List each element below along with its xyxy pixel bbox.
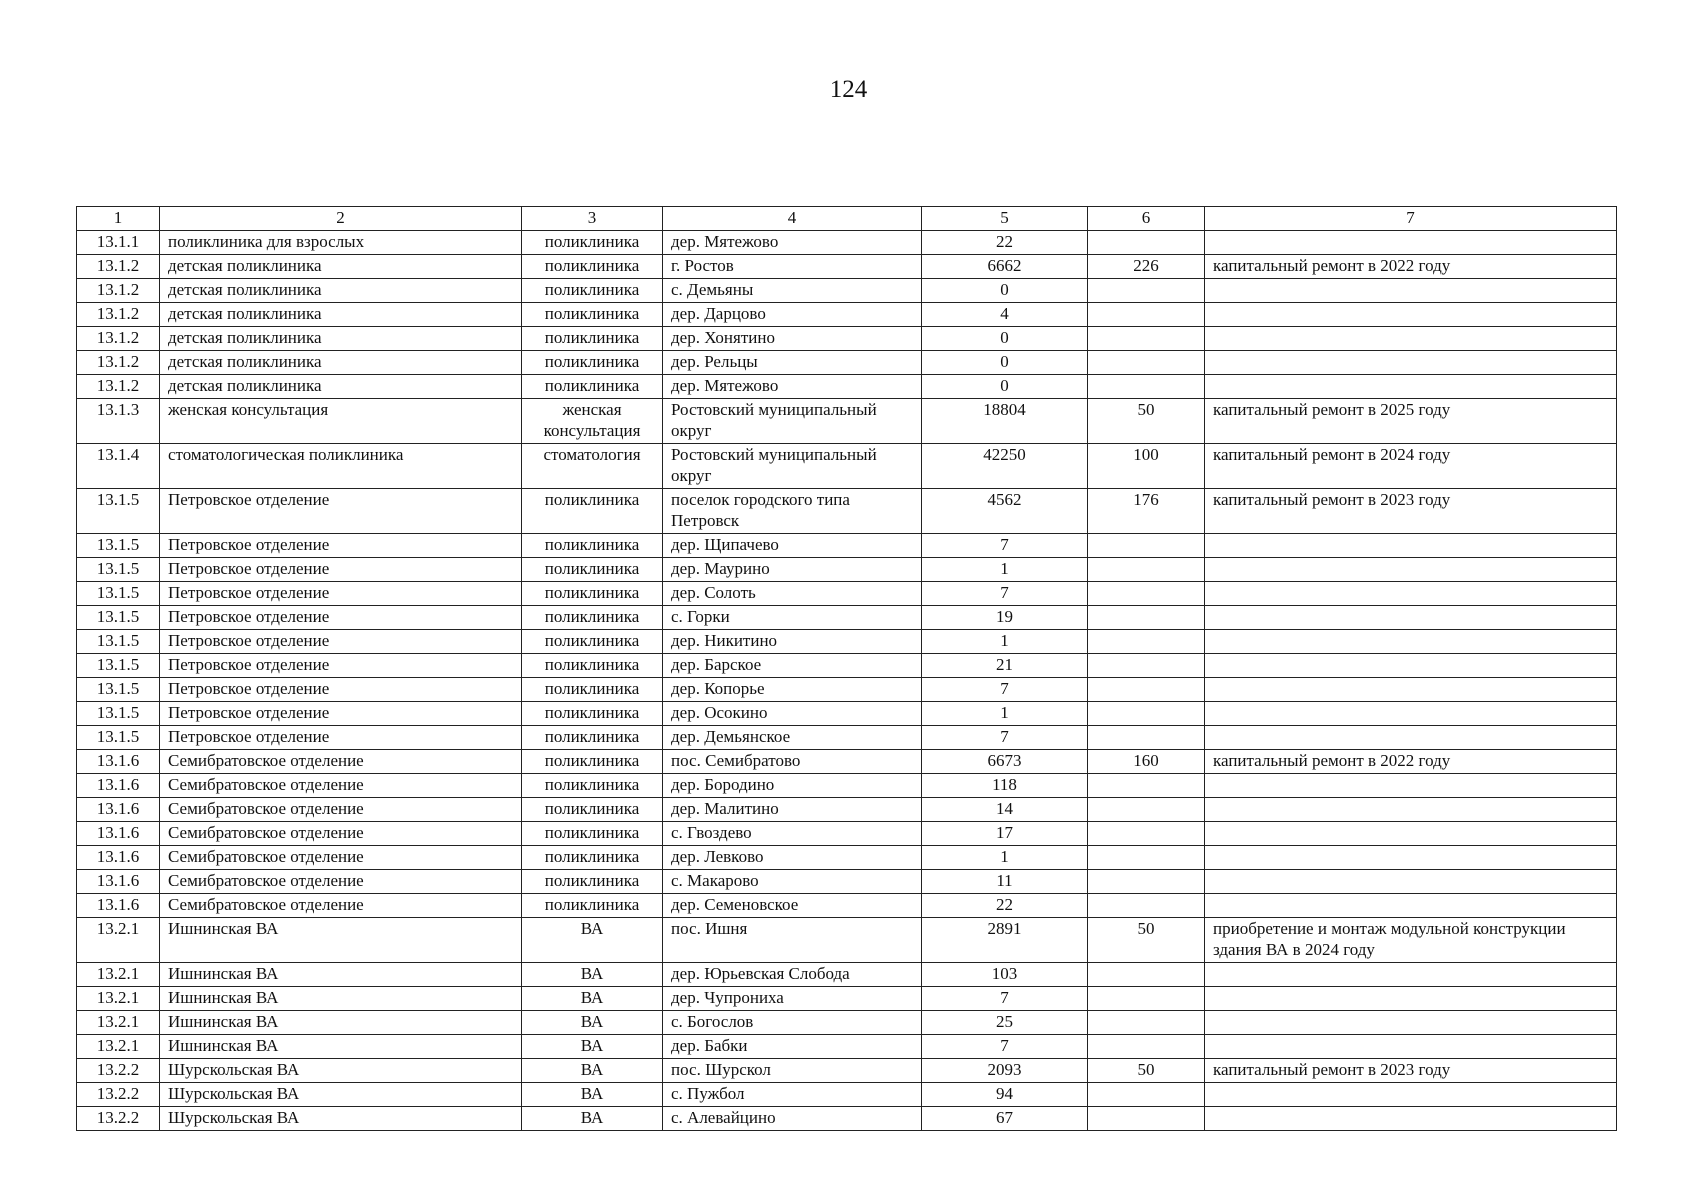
facility-type-cell: поликлиника — [522, 534, 663, 558]
facility-name-cell: женская консультация — [160, 399, 522, 444]
population-cell: 6662 — [922, 255, 1088, 279]
planned-works-cell — [1205, 534, 1617, 558]
planned-works-cell — [1205, 1035, 1617, 1059]
locality-cell: пос. Семибратово — [663, 750, 922, 774]
facility-name-cell: Петровское отделение — [160, 678, 522, 702]
facility-name-cell: Семибратовское отделение — [160, 798, 522, 822]
capacity-cell — [1088, 846, 1205, 870]
facility-type-cell: поликлиника — [522, 582, 663, 606]
population-cell: 0 — [922, 327, 1088, 351]
row-code-cell: 13.1.5 — [77, 606, 160, 630]
facilities-table — [76, 206, 1617, 1131]
population-cell: 0 — [922, 351, 1088, 375]
capacity-cell — [1088, 582, 1205, 606]
table-row — [77, 279, 1617, 303]
row-code-cell: 13.1.5 — [77, 726, 160, 750]
facility-type-cell: поликлиника — [522, 870, 663, 894]
facility-name-cell: детская поликлиника — [160, 255, 522, 279]
facility-name-cell: Шурскольская ВА — [160, 1083, 522, 1107]
planned-works-cell — [1205, 774, 1617, 798]
header-cell: 5 — [922, 207, 1088, 231]
population-cell: 11 — [922, 870, 1088, 894]
population-cell: 6673 — [922, 750, 1088, 774]
facility-name-cell: детская поликлиника — [160, 303, 522, 327]
population-cell: 118 — [922, 774, 1088, 798]
capacity-cell — [1088, 1107, 1205, 1131]
facility-type-cell: поликлиника — [522, 822, 663, 846]
row-code-cell: 13.2.1 — [77, 1011, 160, 1035]
population-cell: 2891 — [922, 918, 1088, 963]
row-code-cell: 13.1.2 — [77, 375, 160, 399]
capacity-cell — [1088, 894, 1205, 918]
row-code-cell: 13.1.2 — [77, 303, 160, 327]
population-cell: 14 — [922, 798, 1088, 822]
facility-name-cell: Петровское отделение — [160, 489, 522, 534]
capacity-cell — [1088, 558, 1205, 582]
population-cell: 17 — [922, 822, 1088, 846]
facility-name-cell: детская поликлиника — [160, 375, 522, 399]
facility-type-cell: ВА — [522, 1059, 663, 1083]
capacity-cell: 50 — [1088, 399, 1205, 444]
capacity-cell — [1088, 1083, 1205, 1107]
table-row — [77, 894, 1617, 918]
facility-type-cell: стоматология — [522, 444, 663, 489]
facility-type-cell: поликлиника — [522, 846, 663, 870]
header-cell: 4 — [663, 207, 922, 231]
facility-name-cell: Петровское отделение — [160, 582, 522, 606]
locality-cell: дер. Левково — [663, 846, 922, 870]
population-cell: 4 — [922, 303, 1088, 327]
capacity-cell — [1088, 987, 1205, 1011]
row-code-cell: 13.2.1 — [77, 987, 160, 1011]
facility-type-cell: поликлиника — [522, 798, 663, 822]
capacity-cell — [1088, 303, 1205, 327]
capacity-cell — [1088, 774, 1205, 798]
row-code-cell: 13.1.2 — [77, 279, 160, 303]
table-row — [77, 846, 1617, 870]
facility-name-cell: Петровское отделение — [160, 726, 522, 750]
row-code-cell: 13.2.2 — [77, 1059, 160, 1083]
header-cell: 6 — [1088, 207, 1205, 231]
capacity-cell: 50 — [1088, 1059, 1205, 1083]
facility-type-cell: поликлиника — [522, 231, 663, 255]
facility-type-cell: поликлиника — [522, 774, 663, 798]
facility-type-cell: поликлиника — [522, 630, 663, 654]
planned-works-cell: капитальный ремонт в 2024 году — [1205, 444, 1617, 489]
population-cell: 22 — [922, 231, 1088, 255]
row-code-cell: 13.1.5 — [77, 678, 160, 702]
row-code-cell: 13.2.1 — [77, 963, 160, 987]
page-number: 124 — [829, 76, 868, 103]
capacity-cell — [1088, 606, 1205, 630]
population-cell: 7 — [922, 726, 1088, 750]
table-row — [77, 987, 1617, 1011]
facility-name-cell: Ишнинская ВА — [160, 1035, 522, 1059]
facility-type-cell: ВА — [522, 918, 663, 963]
population-cell: 0 — [922, 279, 1088, 303]
facility-name-cell: стоматологическая поликлиника — [160, 444, 522, 489]
facility-type-cell: поликлиника — [522, 726, 663, 750]
facility-type-cell: поликлиника — [522, 702, 663, 726]
planned-works-cell: капитальный ремонт в 2023 году — [1205, 1059, 1617, 1083]
row-code-cell: 13.2.2 — [77, 1083, 160, 1107]
capacity-cell — [1088, 327, 1205, 351]
locality-cell: дер. Бабки — [663, 1035, 922, 1059]
planned-works-cell — [1205, 558, 1617, 582]
table-row — [77, 1035, 1617, 1059]
locality-cell: дер. Демьянское — [663, 726, 922, 750]
capacity-cell — [1088, 231, 1205, 255]
facility-type-cell: поликлиника — [522, 654, 663, 678]
locality-cell: с. Демьяны — [663, 279, 922, 303]
row-code-cell: 13.1.4 — [77, 444, 160, 489]
facility-name-cell: Ишнинская ВА — [160, 1011, 522, 1035]
planned-works-cell — [1205, 1107, 1617, 1131]
capacity-cell — [1088, 534, 1205, 558]
locality-cell: с. Макарово — [663, 870, 922, 894]
table-row — [77, 1107, 1617, 1131]
row-code-cell: 13.1.2 — [77, 351, 160, 375]
population-cell: 7 — [922, 678, 1088, 702]
table-row — [77, 798, 1617, 822]
planned-works-cell — [1205, 798, 1617, 822]
row-code-cell: 13.1.5 — [77, 654, 160, 678]
locality-cell: с. Гвоздево — [663, 822, 922, 846]
population-cell: 7 — [922, 1035, 1088, 1059]
row-code-cell: 13.1.6 — [77, 870, 160, 894]
facility-name-cell: Петровское отделение — [160, 702, 522, 726]
row-code-cell: 13.1.5 — [77, 630, 160, 654]
table-row — [77, 606, 1617, 630]
locality-cell: с. Алевайцино — [663, 1107, 922, 1131]
planned-works-cell — [1205, 963, 1617, 987]
facility-name-cell: поликлиника для взрослых — [160, 231, 522, 255]
table-row — [77, 375, 1617, 399]
table-row — [77, 444, 1617, 489]
header-row — [77, 207, 1617, 231]
header-cell: 2 — [160, 207, 522, 231]
planned-works-cell — [1205, 846, 1617, 870]
table-row — [77, 963, 1617, 987]
table-row — [77, 750, 1617, 774]
planned-works-cell — [1205, 654, 1617, 678]
planned-works-cell: капитальный ремонт в 2023 году — [1205, 489, 1617, 534]
table-row — [77, 774, 1617, 798]
row-code-cell: 13.1.5 — [77, 702, 160, 726]
facility-type-cell: ВА — [522, 1035, 663, 1059]
facility-type-cell: поликлиника — [522, 279, 663, 303]
planned-works-cell: капитальный ремонт в 2022 году — [1205, 750, 1617, 774]
facility-type-cell: поликлиника — [522, 255, 663, 279]
locality-cell: дер. Мятежово — [663, 375, 922, 399]
capacity-cell — [1088, 375, 1205, 399]
facility-name-cell: детская поликлиника — [160, 327, 522, 351]
row-code-cell: 13.1.6 — [77, 750, 160, 774]
facility-name-cell: Ишнинская ВА — [160, 987, 522, 1011]
population-cell: 103 — [922, 963, 1088, 987]
locality-cell: дер. Дарцово — [663, 303, 922, 327]
population-cell: 7 — [922, 534, 1088, 558]
population-cell: 4562 — [922, 489, 1088, 534]
locality-cell: с. Богослов — [663, 1011, 922, 1035]
planned-works-cell — [1205, 726, 1617, 750]
locality-cell: дер. Маурино — [663, 558, 922, 582]
row-code-cell: 13.1.5 — [77, 534, 160, 558]
facility-name-cell: Шурскольская ВА — [160, 1107, 522, 1131]
locality-cell: дер. Малитино — [663, 798, 922, 822]
facility-type-cell: поликлиника — [522, 303, 663, 327]
locality-cell: дер. Осокино — [663, 702, 922, 726]
row-code-cell: 13.1.3 — [77, 399, 160, 444]
facility-name-cell: Семибратовское отделение — [160, 774, 522, 798]
row-code-cell: 13.1.5 — [77, 489, 160, 534]
facility-name-cell: Семибратовское отделение — [160, 750, 522, 774]
row-code-cell: 13.1.6 — [77, 798, 160, 822]
facility-name-cell: детская поликлиника — [160, 351, 522, 375]
table-row — [77, 1083, 1617, 1107]
planned-works-cell — [1205, 1011, 1617, 1035]
facility-name-cell: Петровское отделение — [160, 534, 522, 558]
capacity-cell — [1088, 630, 1205, 654]
planned-works-cell — [1205, 894, 1617, 918]
locality-cell: дер. Мятежово — [663, 231, 922, 255]
planned-works-cell — [1205, 987, 1617, 1011]
capacity-cell — [1088, 963, 1205, 987]
table-row — [77, 1011, 1617, 1035]
row-code-cell: 13.1.6 — [77, 822, 160, 846]
table-row — [77, 489, 1617, 534]
locality-cell: дер. Щипачево — [663, 534, 922, 558]
table-row — [77, 231, 1617, 255]
capacity-cell — [1088, 1035, 1205, 1059]
table-row — [77, 654, 1617, 678]
facility-name-cell: Петровское отделение — [160, 606, 522, 630]
planned-works-cell — [1205, 582, 1617, 606]
capacity-cell: 100 — [1088, 444, 1205, 489]
facility-type-cell: поликлиника — [522, 606, 663, 630]
planned-works-cell — [1205, 870, 1617, 894]
facility-type-cell: поликлиника — [522, 750, 663, 774]
row-code-cell: 13.2.2 — [77, 1107, 160, 1131]
locality-cell: Ростовский муниципальный округ — [663, 399, 922, 444]
population-cell: 94 — [922, 1083, 1088, 1107]
table-row — [77, 255, 1617, 279]
table-row — [77, 726, 1617, 750]
population-cell: 22 — [922, 894, 1088, 918]
facility-type-cell: поликлиника — [522, 351, 663, 375]
table-row — [77, 534, 1617, 558]
capacity-cell — [1088, 798, 1205, 822]
population-cell: 25 — [922, 1011, 1088, 1035]
table-row — [77, 870, 1617, 894]
facility-type-cell: поликлиника — [522, 678, 663, 702]
locality-cell: поселок городского типа Петровск — [663, 489, 922, 534]
locality-cell: дер. Юрьевская Слобода — [663, 963, 922, 987]
facility-type-cell: женская консультация — [522, 399, 663, 444]
facility-type-cell: ВА — [522, 1107, 663, 1131]
capacity-cell: 50 — [1088, 918, 1205, 963]
locality-cell: дер. Солоть — [663, 582, 922, 606]
facility-type-cell: поликлиника — [522, 894, 663, 918]
planned-works-cell — [1205, 678, 1617, 702]
facility-name-cell: Петровское отделение — [160, 654, 522, 678]
row-code-cell: 13.1.6 — [77, 846, 160, 870]
capacity-cell — [1088, 1011, 1205, 1035]
header-cell: 7 — [1205, 207, 1617, 231]
facility-name-cell: Семибратовское отделение — [160, 822, 522, 846]
facility-type-cell: поликлиника — [522, 489, 663, 534]
population-cell: 7 — [922, 987, 1088, 1011]
facility-type-cell: ВА — [522, 963, 663, 987]
planned-works-cell — [1205, 327, 1617, 351]
planned-works-cell — [1205, 279, 1617, 303]
population-cell: 19 — [922, 606, 1088, 630]
table-body — [77, 231, 1617, 1131]
table-row — [77, 303, 1617, 327]
population-cell: 18804 — [922, 399, 1088, 444]
capacity-cell — [1088, 351, 1205, 375]
row-code-cell: 13.1.6 — [77, 774, 160, 798]
table-row — [77, 582, 1617, 606]
facility-type-cell: поликлиника — [522, 558, 663, 582]
population-cell: 2093 — [922, 1059, 1088, 1083]
row-code-cell: 13.1.1 — [77, 231, 160, 255]
table-row — [77, 327, 1617, 351]
row-code-cell: 13.2.1 — [77, 1035, 160, 1059]
population-cell: 7 — [922, 582, 1088, 606]
facility-name-cell: Ишнинская ВА — [160, 963, 522, 987]
planned-works-cell — [1205, 822, 1617, 846]
locality-cell: дер. Рельцы — [663, 351, 922, 375]
capacity-cell — [1088, 654, 1205, 678]
capacity-cell: 176 — [1088, 489, 1205, 534]
planned-works-cell — [1205, 630, 1617, 654]
row-code-cell: 13.1.5 — [77, 582, 160, 606]
locality-cell: с. Горки — [663, 606, 922, 630]
table-row — [77, 630, 1617, 654]
population-cell: 1 — [922, 846, 1088, 870]
row-code-cell: 13.1.6 — [77, 894, 160, 918]
locality-cell: с. Пужбол — [663, 1083, 922, 1107]
population-cell: 42250 — [922, 444, 1088, 489]
table-row — [77, 822, 1617, 846]
locality-cell: дер. Никитино — [663, 630, 922, 654]
facility-name-cell: Петровское отделение — [160, 558, 522, 582]
table-row — [77, 1059, 1617, 1083]
planned-works-cell — [1205, 1083, 1617, 1107]
planned-works-cell — [1205, 702, 1617, 726]
row-code-cell: 13.1.5 — [77, 558, 160, 582]
locality-cell: г. Ростов — [663, 255, 922, 279]
table-row — [77, 678, 1617, 702]
row-code-cell: 13.1.2 — [77, 327, 160, 351]
facility-name-cell: Ишнинская ВА — [160, 918, 522, 963]
population-cell: 1 — [922, 558, 1088, 582]
capacity-cell — [1088, 678, 1205, 702]
locality-cell: дер. Чупрониха — [663, 987, 922, 1011]
locality-cell: дер. Семеновское — [663, 894, 922, 918]
population-cell: 0 — [922, 375, 1088, 399]
planned-works-cell — [1205, 606, 1617, 630]
facility-type-cell: ВА — [522, 1011, 663, 1035]
locality-cell: дер. Барское — [663, 654, 922, 678]
table-row — [77, 702, 1617, 726]
header-cell: 3 — [522, 207, 663, 231]
table-row — [77, 558, 1617, 582]
capacity-cell: 226 — [1088, 255, 1205, 279]
capacity-cell — [1088, 702, 1205, 726]
row-code-cell: 13.1.2 — [77, 255, 160, 279]
capacity-cell — [1088, 279, 1205, 303]
header-cell: 1 — [77, 207, 160, 231]
facility-name-cell: детская поликлиника — [160, 279, 522, 303]
facility-name-cell: Петровское отделение — [160, 630, 522, 654]
population-cell: 67 — [922, 1107, 1088, 1131]
facility-type-cell: поликлиника — [522, 327, 663, 351]
table-row — [77, 918, 1617, 963]
facility-type-cell: ВА — [522, 987, 663, 1011]
population-cell: 21 — [922, 654, 1088, 678]
capacity-cell — [1088, 870, 1205, 894]
row-code-cell: 13.2.1 — [77, 918, 160, 963]
population-cell: 1 — [922, 702, 1088, 726]
capacity-cell: 160 — [1088, 750, 1205, 774]
facility-name-cell: Семибратовское отделение — [160, 870, 522, 894]
table-row — [77, 351, 1617, 375]
planned-works-cell — [1205, 351, 1617, 375]
locality-cell: пос. Шурскол — [663, 1059, 922, 1083]
facility-name-cell: Шурскольская ВА — [160, 1059, 522, 1083]
locality-cell: пос. Ишня — [663, 918, 922, 963]
table-row — [77, 399, 1617, 444]
facility-type-cell: ВА — [522, 1083, 663, 1107]
planned-works-cell: капитальный ремонт в 2025 году — [1205, 399, 1617, 444]
locality-cell: дер. Бородино — [663, 774, 922, 798]
facility-name-cell: Семибратовское отделение — [160, 894, 522, 918]
facility-name-cell: Семибратовское отделение — [160, 846, 522, 870]
planned-works-cell: капитальный ремонт в 2022 году — [1205, 255, 1617, 279]
locality-cell: дер. Хонятино — [663, 327, 922, 351]
capacity-cell — [1088, 726, 1205, 750]
locality-cell: дер. Копорье — [663, 678, 922, 702]
population-cell: 1 — [922, 630, 1088, 654]
capacity-cell — [1088, 822, 1205, 846]
planned-works-cell: приобретение и монтаж модульной конструкции здания ВА в 2024 году — [1205, 918, 1617, 963]
planned-works-cell — [1205, 231, 1617, 255]
facility-type-cell: поликлиника — [522, 375, 663, 399]
planned-works-cell — [1205, 375, 1617, 399]
locality-cell: Ростовский муниципальный округ — [663, 444, 922, 489]
planned-works-cell — [1205, 303, 1617, 327]
